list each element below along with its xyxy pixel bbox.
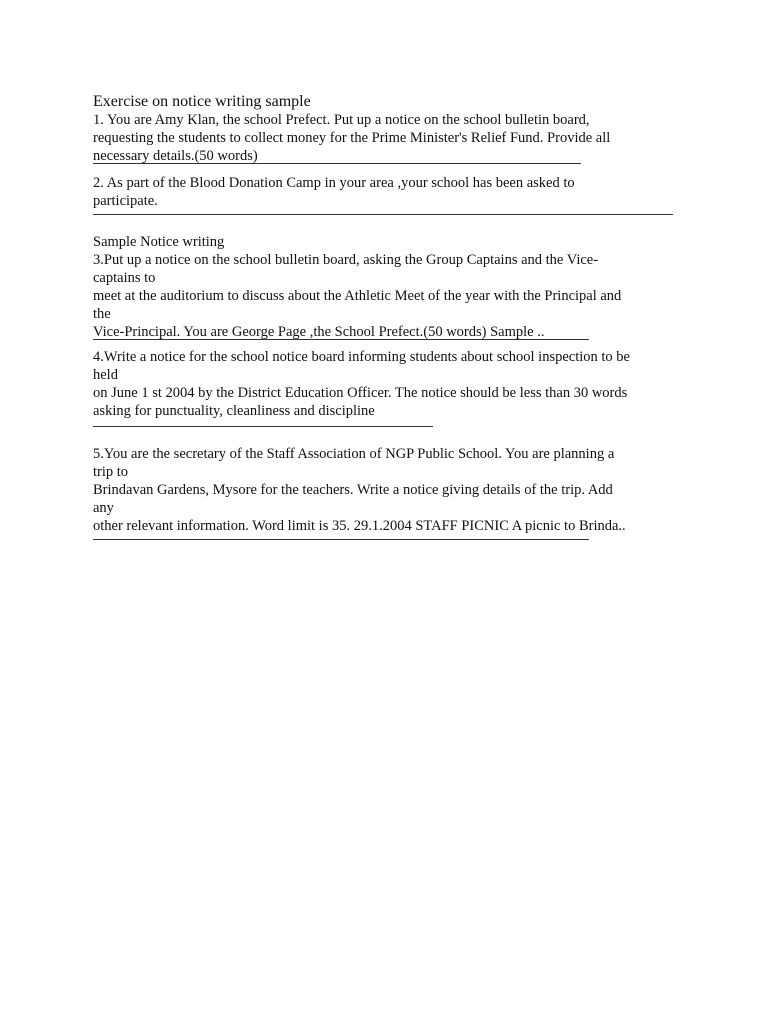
- question-5-line: other relevant information. Word limit is 35. 29.1.2004 STAFF PICNIC A picnic to Brinda..: [93, 518, 626, 534]
- question-1: [93, 111, 693, 165]
- question-5: [93, 445, 693, 535]
- question-4: [93, 348, 693, 420]
- question-3-line: 3.Put up a notice on the school bulletin board, asking the Group Captains and the Vice-: [93, 252, 599, 268]
- question-3: [93, 251, 693, 341]
- question-5-line: trip to: [93, 464, 129, 480]
- question-3-line: meet at the auditorium to discuss about the Athletic Meet of the year with the Principal and: [93, 288, 622, 304]
- question-5-line: 5.You are the secretary of the Staff Association of NGP Public School. You are planning a: [93, 446, 615, 462]
- question-3-line: Vice-Principal. You are George Page ,the School Prefect.(50 words) Sample ..: [93, 324, 545, 340]
- question-4-line: on June 1 st 2004 by the District Education Officer. The notice should be less than 30 words: [93, 385, 628, 401]
- question-4-line: 4.Write a notice for the school notice board informing students about school inspection to be: [93, 349, 630, 365]
- question-3-line: captains to: [93, 270, 156, 286]
- question-5-line: any: [93, 500, 114, 516]
- question-4-line: asking for punctuality, cleanliness and discipline: [93, 403, 375, 419]
- question-2-line: 2. As part of the Blood Donation Camp in your area ,your school has been asked to: [93, 175, 575, 191]
- question-2: [93, 174, 693, 210]
- separator-rule: [93, 539, 589, 540]
- question-1-line: necessary details.(50 words): [93, 148, 258, 164]
- sample-heading: Sample Notice writing: [93, 234, 225, 250]
- document-body: [93, 93, 693, 540]
- question-1-line: requesting the students to collect money for the Prime Minister's Relief Fund. Provide all: [93, 130, 611, 146]
- question-4-line: held: [93, 367, 118, 383]
- question-2-line: participate.: [93, 193, 158, 209]
- question-5-line: Brindavan Gardens, Mysore for the teachers. Write a notice giving details of the trip. Add: [93, 482, 613, 498]
- question-3-line: the: [93, 306, 111, 322]
- question-1-line: 1. You are Amy Klan, the school Prefect. Put up a notice on the school bulletin board,: [93, 112, 590, 128]
- document-title: Exercise on notice writing sample: [93, 93, 311, 110]
